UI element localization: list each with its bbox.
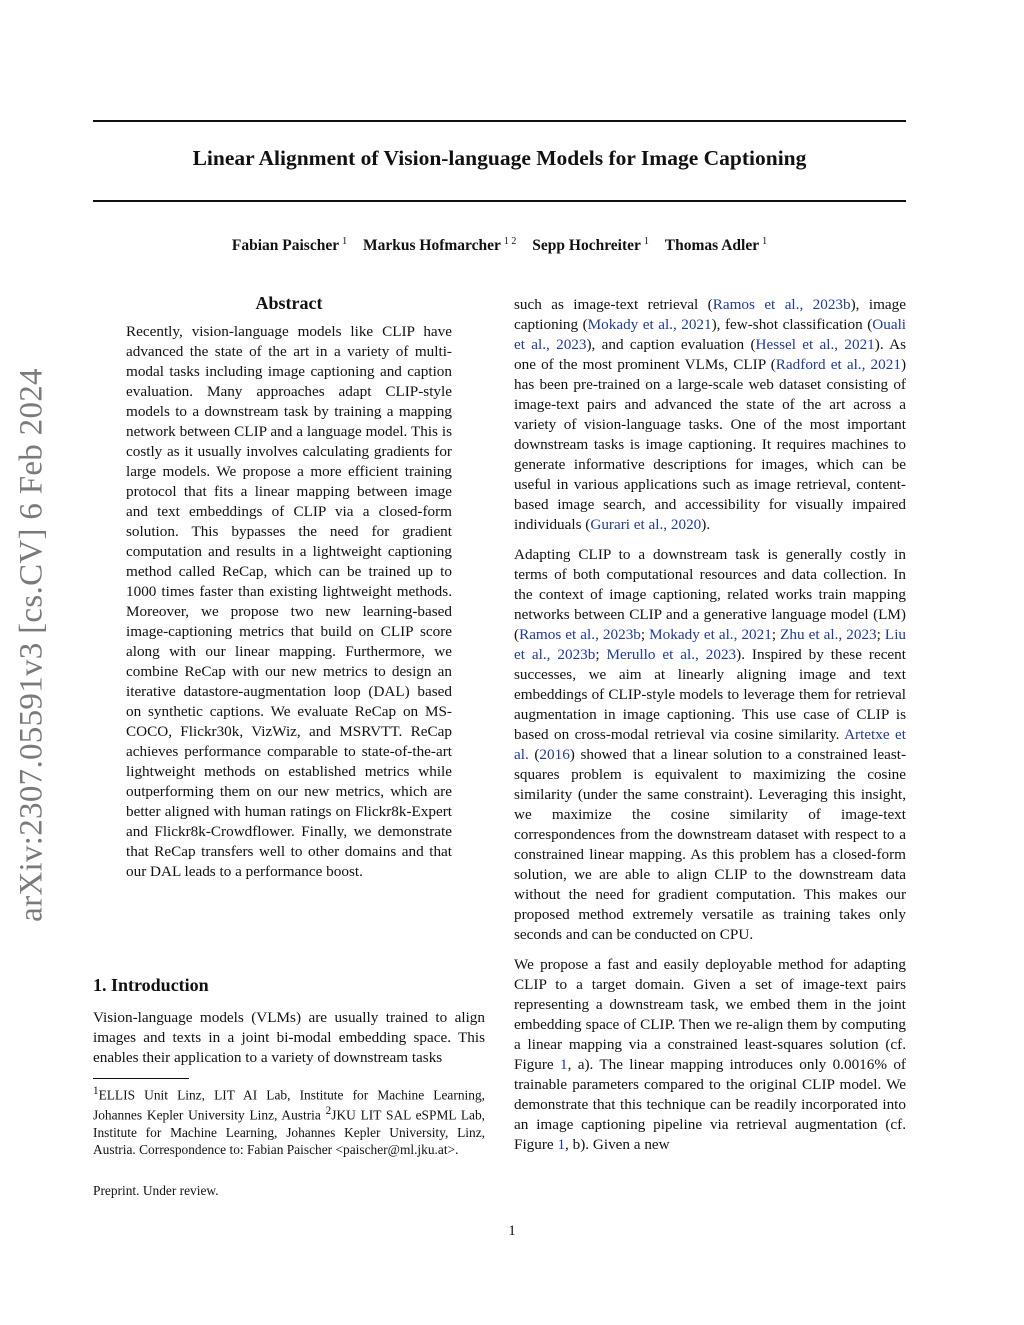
- citation-link[interactable]: Ramos et al., 2023b: [712, 296, 851, 313]
- paragraph-text: ) showed that a linear solution to a constrained least-squares problem is equivalent to maximizing the cosine similarity (under the same constraint). Leveraging this insight, we maximize the cosine similarity of image-text correspondences from the downstream dataset with respect to a constrained linear mapping. As this problem has a closed-form solution, we are able to align CLIP to the downstream data without the need for gradient computation. This makes our proposed method extremely versatile as training takes only seconds and can be conducted on CPU.: [514, 746, 907, 943]
- abstract-section: [126, 292, 452, 882]
- paragraph-text: ) has been pre-trained on a large-scale web dataset consisting of image-text pairs and advanced the state of the art across a variety of vision-language tasks. One of the most important downstream tasks is image captioning. It requires machines to generate informative descriptions for images, which can be useful in various applications such as image retrieval, content-based image search, and accessibility for visually impaired individuals (: [514, 356, 906, 533]
- author: [363, 237, 516, 254]
- paragraph-text: ), few-shot classification (: [711, 316, 873, 333]
- paragraph-text: ;: [595, 646, 607, 663]
- preprint-note: Preprint. Under review.: [93, 1183, 219, 1198]
- paragraph-text: ), image captioning (: [514, 296, 906, 333]
- author-list: [93, 236, 906, 255]
- citation-link[interactable]: Gurari et al., 2020: [590, 516, 702, 533]
- paragraph-text: (: [528, 746, 540, 763]
- citation-link[interactable]: Artetxe et al.: [514, 726, 906, 763]
- author: [232, 237, 347, 254]
- author-affiliation: 1 2: [503, 236, 517, 247]
- affiliation-footnote: [93, 1078, 485, 1158]
- author-affiliation: 1: [762, 236, 768, 247]
- author: [665, 237, 767, 254]
- footnote-rule: [93, 1078, 189, 1079]
- body-paragraph: [514, 545, 906, 945]
- footnote-affiliation: JKU LIT SAL eSPML Lab, Institute for Machine Learning, Johannes Kepler University, Linz, Austria. Correspondence to: Fabian Paischer <paischer@ml.jku.at>.: [93, 1107, 486, 1157]
- citation-link[interactable]: Ouali et al., 2023: [514, 316, 907, 353]
- citation-link[interactable]: Merullo et al., 2023: [606, 646, 737, 663]
- paragraph-text: Adapting CLIP to a downstream task is generally costly in terms of both computational resources and data collection. In the context of image captioning, related works train mapping networks between CLIP and a generative language model (LM) (: [514, 546, 906, 643]
- author-name: Sepp Hochreiter: [532, 237, 641, 255]
- introduction-section: [93, 974, 485, 1068]
- body-paragraph: Vision-language models (VLMs) are usually trained to align images and texts in a joint bi-modal embedding space. This enables their application to a variety of downstream tasks: [93, 1009, 485, 1066]
- author-name: Thomas Adler: [664, 237, 760, 255]
- citation-link[interactable]: 2016: [539, 746, 570, 763]
- citation-link[interactable]: Zhu et al., 2023: [780, 626, 877, 643]
- title-rule-bottom: [93, 200, 906, 202]
- footnote-mark: 1: [93, 1085, 99, 1097]
- author-affiliation: 1: [643, 236, 649, 247]
- abstract-text: Recently, vision-language models like CLIP have advanced the state of the art in a variety of multi-modal tasks including image captioning and caption evaluation. Many approaches adapt CLIP-style models to a downstream task by training a mapping network between CLIP and a language model. This is costly as it usually involves calculating gradients for large models. We propose a more efficient training protocol that fits a linear mapping between image and text embeddings of CLIP via a closed-form solution. This bypasses the need for gradient computation and results in a lightweight captioning method called ReCap, which can be trained up to 1000 times faster than existing lightweight methods. Moreover, we propose two new learning-based image-captioning metrics that build on CLIP score along with our linear mapping. Furthermore, we combine ReCap with our new metrics to design an iterative datastore-augmentation loop (DAL) based on synthetic captions. We evaluate ReCap on MS-COCO, Flickr30k, VizWiz, and MSRVTT. ReCap achieves performance comparable to state-of-the-art lightweight methods on established metrics while outperforming them on our new metrics, which are better aligned with human ratings on Flickr8k-Expert and Flickr8k-Crowdflower. Finally, we demonstrate that ReCap transfers well to other domains and that our DAL leads to a performance boost.: [126, 323, 452, 880]
- author: [532, 237, 649, 254]
- abstract-heading: Abstract: [255, 293, 323, 313]
- page-number: 1: [508, 1223, 516, 1239]
- body-paragraph: [514, 955, 906, 1155]
- paragraph-text: , a). The linear mapping introduces only 0.0016% of trainable parameters compared to the original CLIP model. We demonstrate that this technique can be readily incorporated into an image captioning pipeline via retrieval augmentation (cf. Figure: [514, 1056, 906, 1153]
- footnote-mark: 2: [325, 1105, 332, 1118]
- citation-link[interactable]: Hessel et al., 2021: [755, 336, 875, 353]
- citation-link[interactable]: Mokady et al., 2021: [587, 316, 712, 333]
- right-column: [514, 295, 906, 1165]
- citation-link[interactable]: 1: [559, 1056, 568, 1073]
- title-rule-top: [93, 120, 906, 122]
- paragraph-text: ;: [771, 626, 781, 643]
- citation-link[interactable]: Liu et al., 2023b: [514, 626, 907, 663]
- citation-link[interactable]: Ramos et al., 2023b: [519, 626, 641, 643]
- paragraph-text: We propose a fast and easily deployable method for adapting CLIP to a target domain. Given a set of image-text pairs representing a downstream task, we embed them in the joint embedding space of CLIP. Then we re-align them by computing a linear mapping via a constrained least-squares solution (cf. Figure: [514, 956, 906, 1073]
- paragraph-text: such as image-text retrieval (: [514, 296, 713, 313]
- citation-link[interactable]: Radford et al., 2021: [775, 356, 901, 373]
- citation-link[interactable]: Mokady et al., 2021: [649, 626, 772, 643]
- footnote-affiliation: ELLIS Unit Linz, LIT AI Lab, Institute for Machine Learning, Johannes Kepler University Linz, Austria: [93, 1087, 485, 1123]
- author-name: Markus Hofmarcher: [362, 237, 501, 255]
- paragraph-text: ). Inspired by these recent successes, we aim at linearly aligning image and text embeddings of CLIP-style models to leverage them for retrieval augmentation in image captioning. This use case of CLIP is based on cross-modal retrieval via cosine similarity.: [514, 646, 906, 743]
- paragraph-text: ). As one of the most prominent VLMs, CLIP (: [514, 336, 906, 373]
- paragraph-text: , b). Given a new: [565, 1136, 670, 1153]
- paper-title: Linear Alignment of Vision-language Models for Image Captioning: [192, 146, 807, 170]
- paragraph-text: ), and caption evaluation (: [586, 336, 756, 353]
- paragraph-text: ;: [876, 626, 885, 643]
- footnote-text: [93, 1083, 485, 1158]
- section-heading: 1. Introduction: [93, 975, 209, 995]
- body-paragraph: [514, 295, 906, 535]
- paragraph-text: ).: [701, 516, 711, 533]
- author-affiliation: 1: [342, 236, 348, 247]
- arxiv-margin-stamp: arXiv:2307.05591v3 [cs.CV] 6 Feb 2024: [13, 368, 50, 922]
- paragraph-text: ;: [640, 626, 650, 643]
- citation-link[interactable]: 1: [557, 1136, 566, 1153]
- author-name: Fabian Paischer: [231, 237, 340, 255]
